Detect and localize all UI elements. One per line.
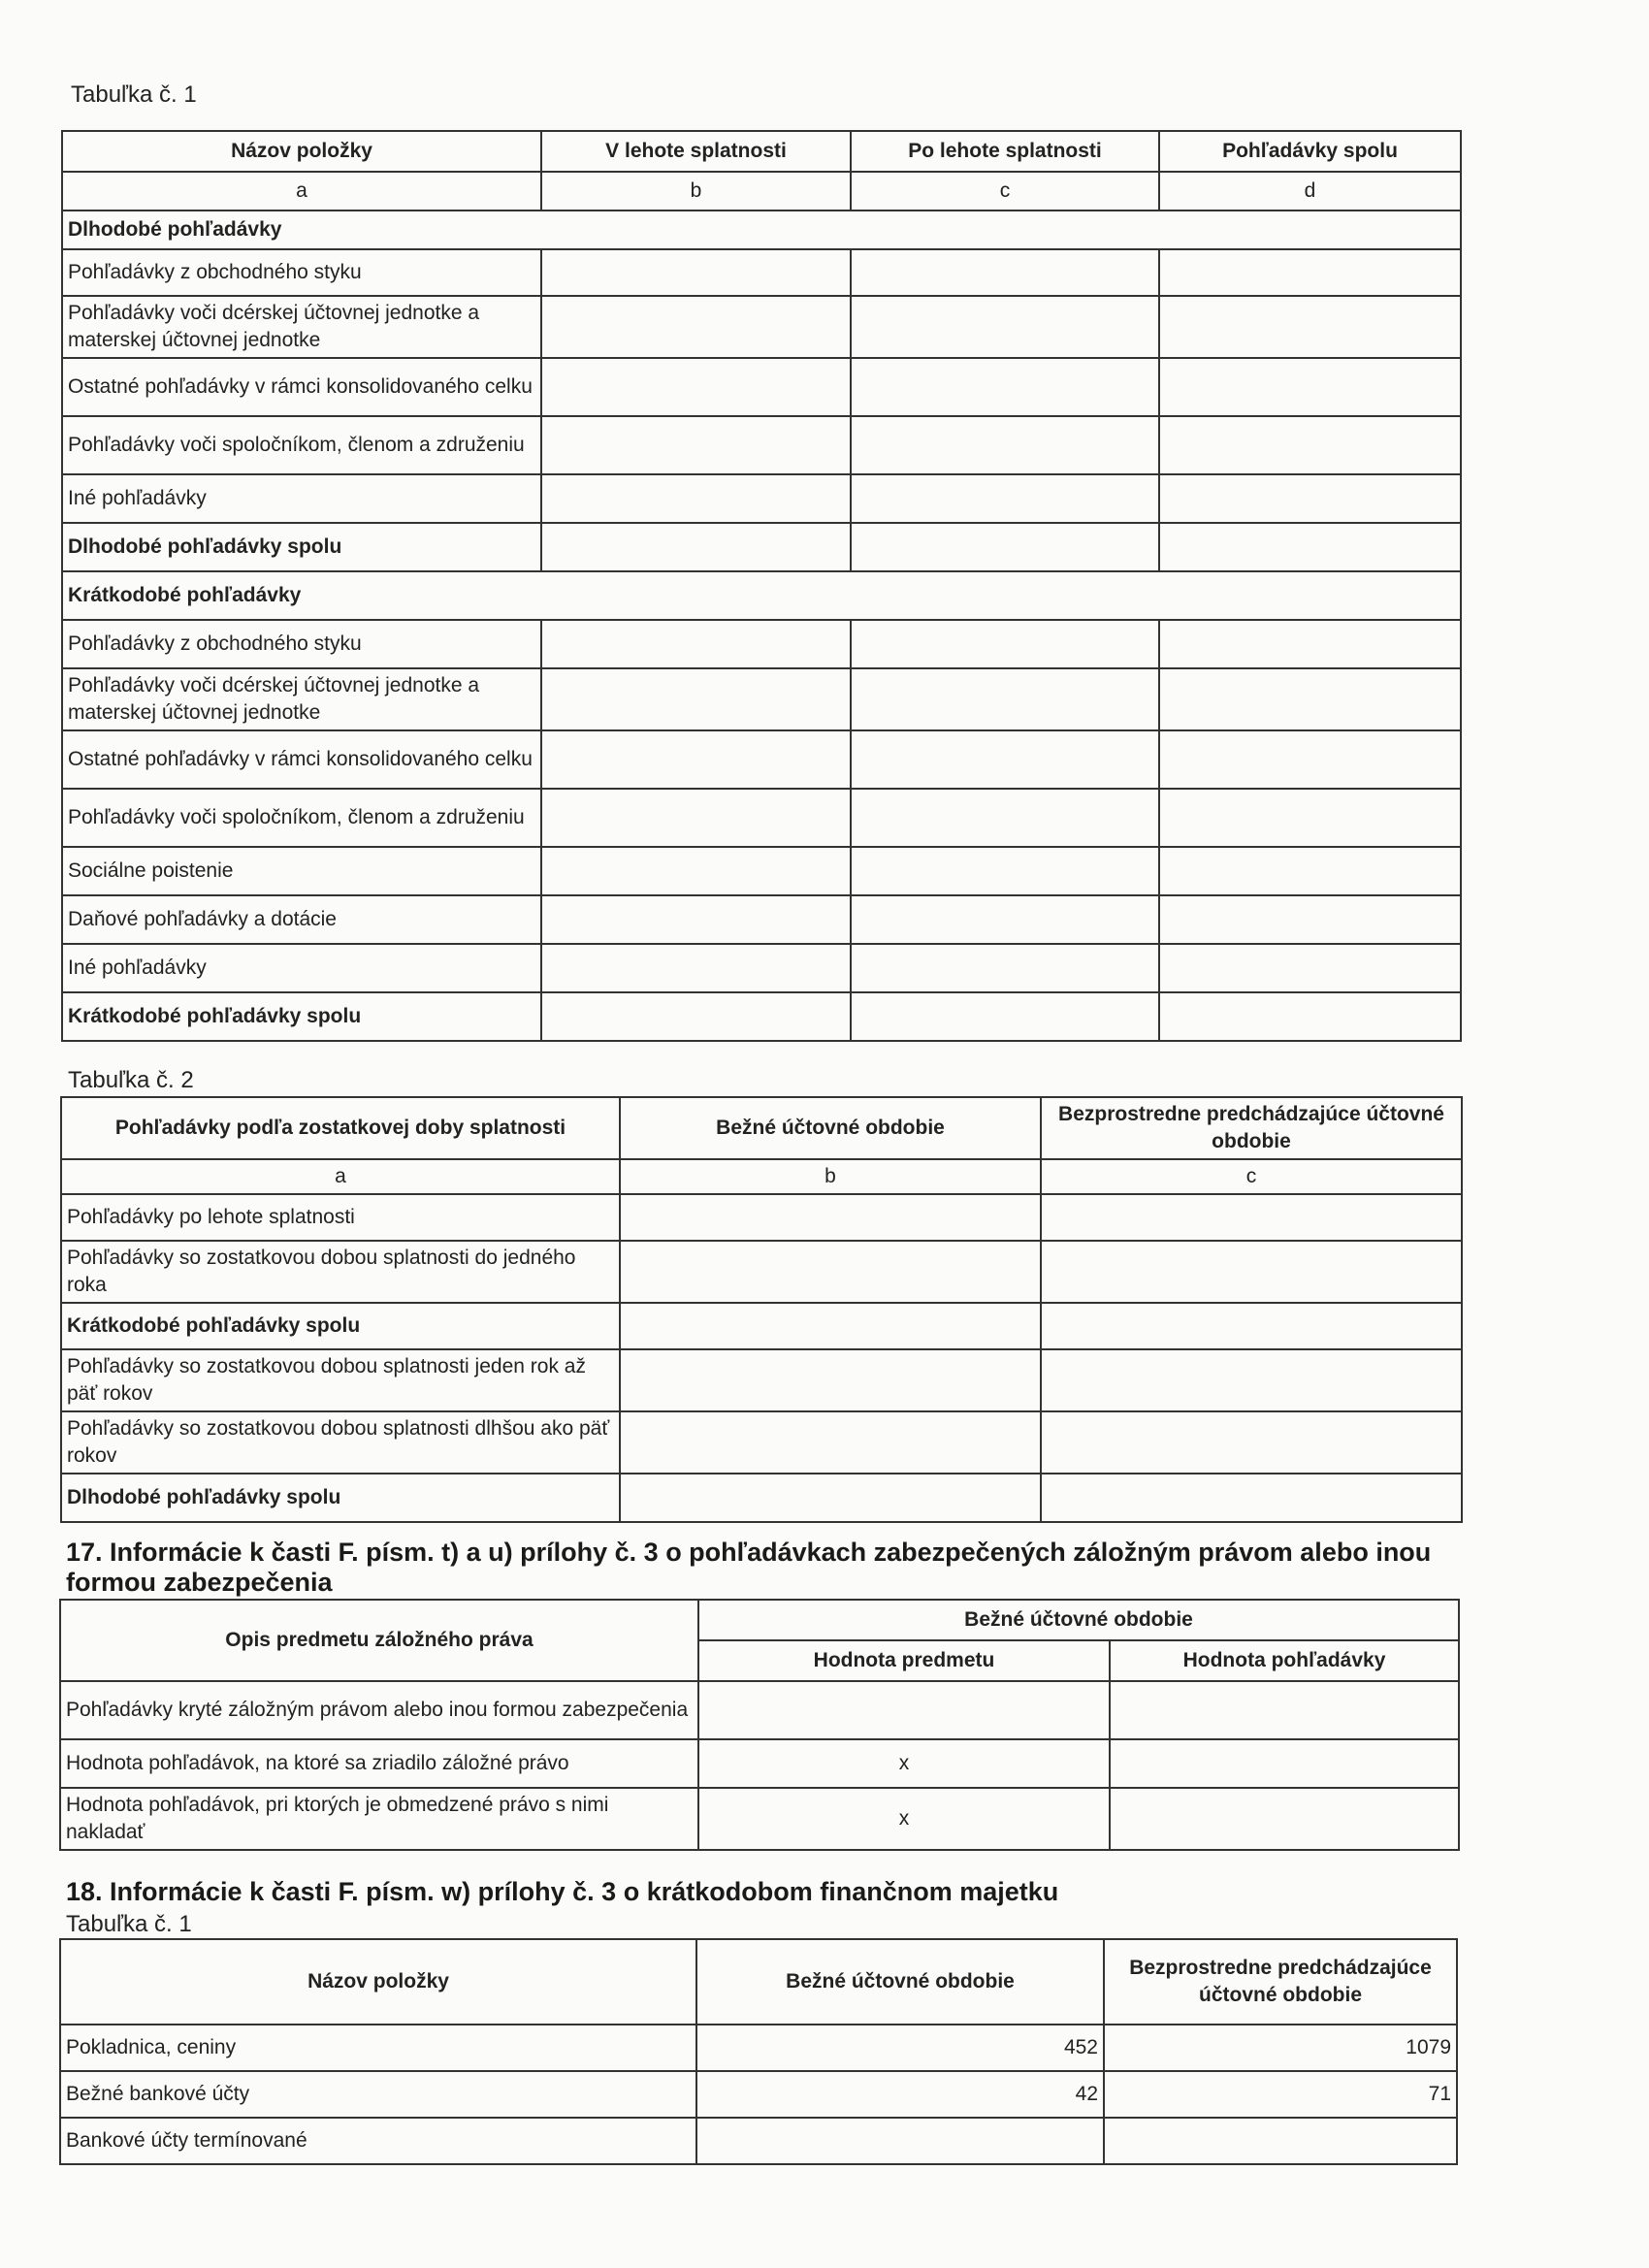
t2-letter-c: c [1041,1159,1462,1194]
row-label: Pohľadávky voči dcérskej účtovnej jednotke a materskej účtovnej jednotke [62,668,541,730]
row-label: Pohľadávky voči spoločníkom, členom a združeniu [62,416,541,474]
row-label: Pohľadávky kryté záložným právom alebo inou formou zabezpečenia [60,1681,698,1739]
table-row [61,1194,1462,1241]
cell-d [1159,730,1461,789]
row-label: Pohľadávky z obchodného styku [62,620,541,668]
t1-header-name: Názov položky [62,131,541,172]
cell-d [1159,523,1461,571]
cell-b: x [698,1739,1110,1788]
cell-b [541,944,851,992]
row-label: Ostatné pohľadávky v rámci konsolidovaného celku [62,730,541,789]
row-label-total: Dlhodobé pohľadávky spolu [61,1474,620,1522]
cell-c [1110,1681,1459,1739]
table-row [62,474,1461,523]
cell-c [851,358,1159,416]
table18-caption: Tabuľka č. 1 [66,1911,192,1937]
cell-c [851,789,1159,847]
cell-d [1159,895,1461,944]
cell-c [851,668,1159,730]
row-label: Ostatné pohľadávky v rámci konsolidovaného celku [62,358,541,416]
cell-c [851,296,1159,358]
s18-header-current: Bežné účtovné obdobie [696,1939,1104,2025]
row-label-total: Dlhodobé pohľadávky spolu [62,523,541,571]
table-row [62,358,1461,416]
cell-d [1159,992,1461,1041]
cell-previous [1104,2118,1457,2164]
cell-b [541,358,851,416]
table1-caption: Tabuľka č. 1 [71,81,197,108]
cell-d [1159,249,1461,296]
table-row [60,2025,1457,2071]
cell-d [1159,416,1461,474]
table-row [60,1788,1459,1850]
table-row [62,992,1461,1041]
s17-header-period: Bežné účtovné obdobie [698,1600,1459,1640]
cell-b [541,789,851,847]
cell-b [620,1194,1041,1241]
cell-d [1159,358,1461,416]
cell-b: x [698,1788,1110,1850]
row-label: Bežné bankové účty [60,2071,696,2118]
cell-c [1041,1303,1462,1349]
s17-header-subject-value: Hodnota predmetu [698,1640,1110,1681]
table-row [60,2118,1457,2164]
cell-b [541,992,851,1041]
t1-letter-d: d [1159,172,1461,211]
t1-section-long: Dlhodobé pohľadávky [62,211,1461,249]
cell-c [851,730,1159,789]
row-label: Pohľadávky po lehote splatnosti [61,1194,620,1241]
s17-header-receivable-value: Hodnota pohľadávky [1110,1640,1459,1681]
cell-b [541,474,851,523]
cell-b [541,296,851,358]
cell-d [1159,944,1461,992]
row-label: Iné pohľadávky [62,474,541,523]
t2-header-current: Bežné účtovné obdobie [620,1097,1041,1159]
table-row [62,789,1461,847]
table-row [60,1681,1459,1739]
table-row [61,1411,1462,1474]
t1-section-short: Krátkodobé pohľadávky [62,571,1461,620]
cell-b [541,620,851,668]
row-label: Sociálne poistenie [62,847,541,895]
cell-b [541,523,851,571]
table-row [61,1474,1462,1522]
cell-c [1041,1349,1462,1411]
t2-header-name: Pohľadávky podľa zostatkovej doby splatnosti [61,1097,620,1159]
row-label: Pohľadávky voči dcérskej účtovnej jednotke a materskej účtovnej jednotke [62,296,541,358]
cell-c [851,895,1159,944]
t2-header-previous: Bezprostredne predchádzajúce účtovné obdobie [1041,1097,1462,1159]
cell-d [1159,474,1461,523]
cell-c [851,620,1159,668]
s18-header-name: Názov položky [60,1939,696,2025]
row-label: Iné pohľadávky [62,944,541,992]
cell-c [851,944,1159,992]
section17-heading: 17. Informácie k časti F. písm. t) a u) prílohy č. 3 o pohľadávkach zabezpečených záložným právom alebo inou formou zabezpečenia [66,1538,1432,1597]
table-row [62,668,1461,730]
cell-previous: 1079 [1104,2025,1457,2071]
t1-letter-b: b [541,172,851,211]
cell-current [696,2118,1104,2164]
row-label: Hodnota pohľadávok, na ktoré sa zriadilo záložné právo [60,1739,698,1788]
table-row [62,620,1461,668]
cell-c [851,847,1159,895]
secured-receivables-table [59,1599,1460,1851]
t1-letter-c: c [851,172,1159,211]
receivables-table [61,130,1462,1042]
t1-letter-a: a [62,172,541,211]
row-label: Hodnota pohľadávok, pri ktorých je obmedzené právo s nimi nakladať [60,1788,698,1850]
table-row [62,523,1461,571]
cell-c [851,523,1159,571]
cell-b [541,416,851,474]
row-label-total: Krátkodobé pohľadávky spolu [61,1303,620,1349]
cell-b [698,1681,1110,1739]
t2-letter-a: a [61,1159,620,1194]
row-label: Pohľadávky voči spoločníkom, členom a združeniu [62,789,541,847]
section18-heading: 18. Informácie k časti F. písm. w) prílohy č. 3 o krátkodobom finančnom majetku [66,1877,1059,1906]
table-row [61,1303,1462,1349]
cell-b [620,1474,1041,1522]
cell-c [1041,1194,1462,1241]
table-row [60,2071,1457,2118]
row-label: Bankové účty termínované [60,2118,696,2164]
row-label: Pohľadávky z obchodného styku [62,249,541,296]
cell-c [1041,1241,1462,1303]
table-row [62,416,1461,474]
table-row [62,944,1461,992]
cell-b [541,668,851,730]
cell-b [620,1349,1041,1411]
table-row [61,1349,1462,1411]
t2-letter-b: b [620,1159,1041,1194]
cell-c [1110,1788,1459,1850]
cell-current: 42 [696,2071,1104,2118]
cell-c [851,474,1159,523]
t1-header-overdue: Po lehote splatnosti [851,131,1159,172]
cell-d [1159,847,1461,895]
t1-header-in-term: V lehote splatnosti [541,131,851,172]
s17-header-desc: Opis predmetu záložného práva [60,1600,698,1681]
table-row [61,1241,1462,1303]
cell-c [1041,1411,1462,1474]
cell-b [541,847,851,895]
cell-d [1159,668,1461,730]
cell-c [1041,1474,1462,1522]
table-row [62,895,1461,944]
cell-b [541,730,851,789]
row-label: Pohľadávky so zostatkovou dobou splatnosti do jedného roka [61,1241,620,1303]
cell-b [620,1411,1041,1474]
cell-b [620,1303,1041,1349]
receivables-by-maturity-table [60,1096,1463,1523]
cell-c [851,992,1159,1041]
row-label: Pokladnica, ceniny [60,2025,696,2071]
cell-c [851,416,1159,474]
cell-previous: 71 [1104,2071,1457,2118]
t1-header-total: Pohľadávky spolu [1159,131,1461,172]
short-term-financial-assets-table [59,1938,1458,2165]
cell-b [541,895,851,944]
cell-d [1159,296,1461,358]
cell-c [1110,1739,1459,1788]
cell-b [620,1241,1041,1303]
row-label: Pohľadávky so zostatkovou dobou splatnosti dlhšou ako päť rokov [61,1411,620,1474]
row-label-total: Krátkodobé pohľadávky spolu [62,992,541,1041]
table-row [60,1739,1459,1788]
table2-caption: Tabuľka č. 2 [68,1067,194,1093]
row-label: Daňové pohľadávky a dotácie [62,895,541,944]
row-label: Pohľadávky so zostatkovou dobou splatnosti jeden rok až päť rokov [61,1349,620,1411]
table-row [62,296,1461,358]
s18-header-previous: Bezprostredne predchádzajúce účtovné obdobie [1104,1939,1457,2025]
cell-d [1159,620,1461,668]
cell-d [1159,789,1461,847]
table-row [62,847,1461,895]
cell-b [541,249,851,296]
table-row [62,730,1461,789]
table-row [62,249,1461,296]
cell-current: 452 [696,2025,1104,2071]
cell-c [851,249,1159,296]
